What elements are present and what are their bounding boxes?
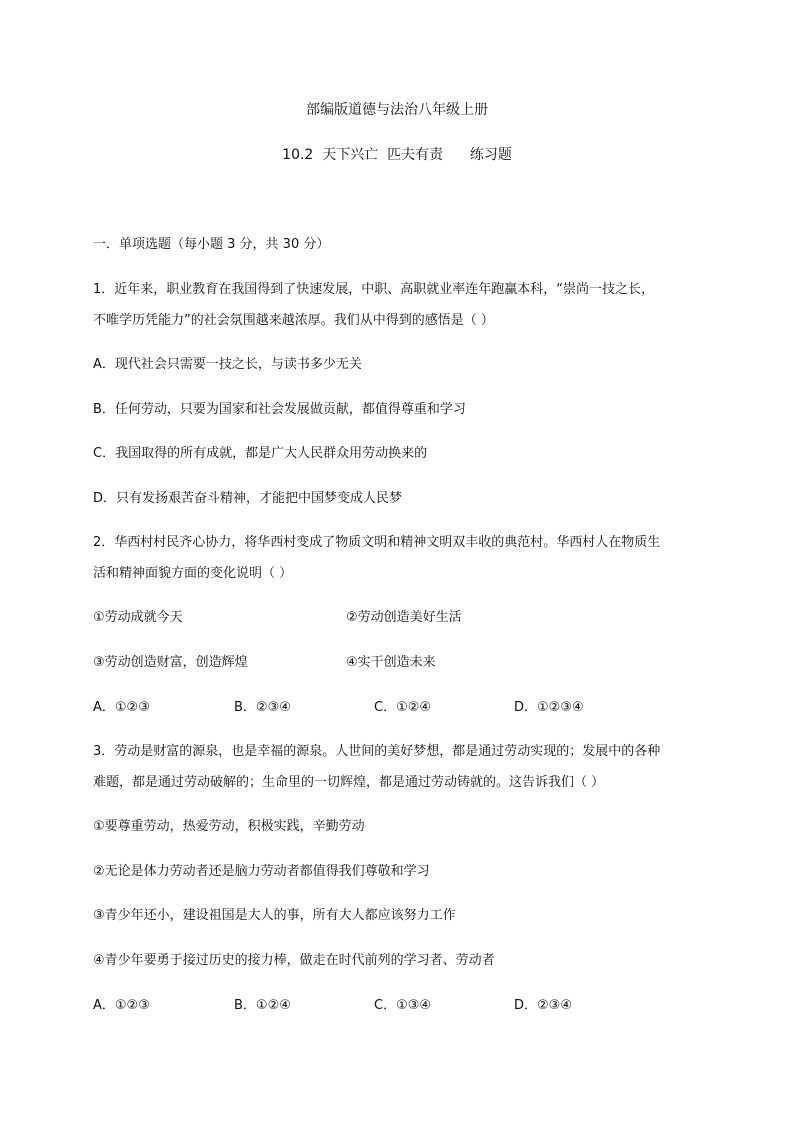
- question-2-stem-line-1: 2．华西村村民齐心协力，将华西村变成了物质文明和精神文明双丰收的典范村。华西村人在物质生: [93, 535, 661, 550]
- question-3-choice-b: B．①②④: [234, 998, 291, 1013]
- question-2-stem-line-2: 活和精神面貌方面的变化说明（ ）: [93, 566, 293, 581]
- question-1-option-b: B．任何劳动，只要为国家和社会发展做贡献，都值得尊重和学习: [93, 402, 466, 417]
- question-2-choice-c: C．①②④: [374, 700, 432, 715]
- question-1-option-d: D．只有发扬艰苦奋斗精神，才能把中国梦变成人民梦: [93, 491, 403, 506]
- question-1-option-c: C．我国取得的所有成就，都是广大人民群众用劳动换来的: [93, 446, 428, 461]
- section-heading: 一．单项选题（每小题 3 分，共 30 分）: [93, 237, 330, 252]
- question-2-statement-3: ③劳动创造财富，创造辉煌: [93, 655, 248, 670]
- question-2-choice-a: A．①②③: [93, 700, 150, 715]
- question-2-statement-2: ②劳动创造美好生活: [346, 610, 462, 625]
- question-3-choice-c: C．①③④: [374, 998, 432, 1013]
- document-title: 部编版道德与法治八年级上册: [306, 102, 488, 118]
- question-3-statement-3: ③青少年还小，建设祖国是大人的事，所有大人都应该努力工作: [93, 908, 456, 923]
- question-3-stem-line-2: 难题，都是通过劳动破解的；生命里的一切辉煌，都是通过劳动铸就的。这告诉我们（ ）: [93, 775, 605, 790]
- document-subtitle: 10.2 天下兴亡 匹夫有责 练习题: [282, 147, 512, 163]
- question-2-choice-d: D．①②③④: [514, 700, 584, 715]
- question-3-choice-d: D．②③④: [514, 998, 572, 1013]
- question-3-statement-4: ④青少年要勇于接过历史的接力棒，做走在时代前列的学习者、劳动者: [93, 953, 495, 968]
- question-3-statement-2: ②无论是体力劳动者还是脑力劳动者都值得我们尊敬和学习: [93, 864, 430, 879]
- question-1-stem-line-2: 不唯学历凭能力”的社会氛围越来越浓厚。我们从中得到的感悟是（ ）: [93, 313, 494, 328]
- question-1-option-a: A．现代社会只需要一技之长，与读书多少无关: [93, 357, 362, 372]
- question-3-choice-a: A．①②③: [93, 998, 150, 1013]
- question-2-choice-b: B．②③④: [234, 700, 291, 715]
- question-2-statement-1: ①劳动成就今天: [93, 610, 183, 625]
- question-3-statement-1: ①要尊重劳动，热爱劳动，积极实践，辛勤劳动: [93, 819, 365, 834]
- question-2-statement-4: ④实干创造未来: [346, 655, 436, 670]
- question-1-stem-line-1: 1．近年来，职业教育在我国得到了快速发展，中职、高职就业率连年跑赢本科，“崇尚一技之长，: [93, 282, 655, 297]
- question-3-stem-line-1: 3．劳动是财富的源泉，也是幸福的源泉。人世间的美好梦想，都是通过劳动实现的；发展中的各种: [93, 744, 661, 759]
